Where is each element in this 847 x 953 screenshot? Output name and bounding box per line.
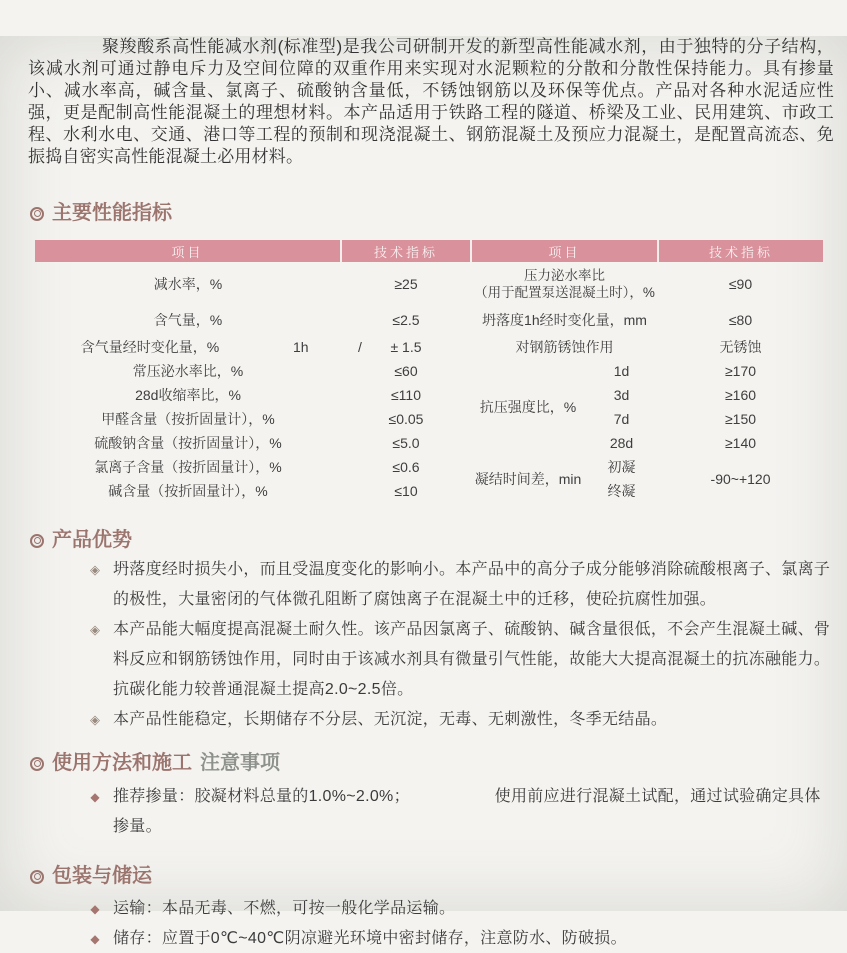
item-cell: 甲醛含量（按折固量计），% — [101, 411, 275, 427]
header-item-right: 项目 — [471, 240, 658, 262]
item-cell: 减水率，% — [153, 276, 223, 292]
item-line: 压力泌水率比 — [524, 268, 605, 283]
value-cell: ≤0.6 — [392, 459, 420, 475]
list-item — [0, 705, 847, 735]
section-title: 包装与储运 — [52, 865, 152, 887]
list-item-text: 坍落度经时损失小，而且受温度变化的影响小。本产品中的高分子成分能够消除硫酸根离子、氯离子的极性，大量密闭的气体微孔阻断了腐蚀离子在混凝土中的迁移，使砼抗腐性加强。 — [113, 561, 831, 608]
item-cell: 坍落度1h经时变化量，mm — [482, 312, 647, 328]
value-cell: ≤5.0 — [392, 435, 420, 451]
item-cell: 抗压强度比，% — [479, 399, 577, 415]
item-cell: 对钢筋锈蚀作用 — [515, 338, 614, 355]
section-heading-advantages — [30, 528, 847, 553]
value-cell: ≤110 — [390, 387, 421, 403]
double-circle-icon — [30, 757, 44, 771]
value-cell: ≥170 — [724, 363, 757, 379]
scanned-datasheet-page — [0, 36, 847, 947]
double-circle-icon — [30, 207, 44, 221]
section-title: 使用方法和施工 — [52, 752, 192, 774]
usage-list — [0, 782, 847, 842]
table-row — [35, 455, 823, 479]
item-cell — [471, 262, 658, 306]
table-row — [35, 359, 823, 383]
section-title: 产品优势 — [52, 529, 132, 551]
list-item-text: 本产品性能稳定，长期储存不分层、无沉淀，无毒、无刺激性，冬季无结晶。 — [113, 711, 668, 728]
dosage-text — [113, 782, 831, 842]
table-row — [35, 262, 823, 306]
value-cell: ≤60 — [394, 363, 418, 379]
double-circle-icon — [30, 534, 44, 548]
section-title: 主要性能指标 — [52, 202, 172, 224]
dosage-recommendation: 推荐掺量：胶凝材料总量的1.0%~2.0%； — [113, 788, 410, 805]
table-header-row — [35, 240, 823, 262]
header-indicator-right: 技术指标 — [658, 240, 823, 262]
performance-table — [35, 240, 823, 503]
section-heading-packaging — [30, 864, 847, 889]
item-cell: 硫酸钠含量（按折固量计），% — [94, 435, 282, 451]
table-row — [35, 306, 823, 334]
item-cell: 凝结时间差，min — [474, 471, 582, 487]
item-label: 含气量经时变化量，% — [80, 338, 220, 355]
item-cell: 含气量，% — [153, 312, 223, 328]
age-cell: 28d — [609, 435, 634, 451]
list-item — [0, 782, 847, 842]
table-row — [35, 407, 823, 431]
age-cell: 1d — [613, 363, 630, 379]
trial-mix-note: 使用前应进行混凝土试配，通过试验确定具体掺量。 — [113, 788, 821, 835]
diamond-bullet-icon: ◈ — [90, 712, 100, 727]
diamond-bullet-icon: ◈ — [90, 622, 100, 637]
item-cell: 28d收缩率比，% — [135, 387, 241, 403]
value-cell — [341, 334, 471, 359]
age-cell: 3d — [613, 387, 630, 403]
diamond-bullet-icon: ◆ — [90, 790, 100, 804]
section-title-faded: 注意事项 — [200, 752, 280, 774]
value-cell: ≤10 — [394, 483, 418, 499]
transport-text: 运输：本品无毒、不燃，可按一般化学品运输。 — [113, 900, 456, 917]
item-cell: 氯离子含量（按折固量计），% — [94, 459, 282, 475]
value-cell: ≤0.05 — [388, 411, 424, 427]
value-cell: ≤2.5 — [392, 312, 420, 328]
section-heading-usage — [30, 751, 847, 776]
value-cell: ≤90 — [728, 276, 753, 292]
value-cell: ≥160 — [724, 387, 757, 403]
list-item — [0, 925, 847, 953]
slash-divider: / — [358, 338, 362, 355]
storage-text: 储存：应置于0℃~40℃阴凉避光环境中密封储存，注意防水、防破损。 — [113, 930, 627, 947]
value-cell: 无锈蚀 — [719, 338, 762, 355]
value-cell: ≥25 — [394, 276, 418, 292]
double-circle-icon — [30, 870, 44, 884]
time-label: 1h — [293, 338, 309, 355]
intro-paragraph: 聚羧酸系高性能减水剂(标准型)是我公司研制开发的新型高性能减水剂，由于独特的分子结构，该减水剂可通过静电斥力及空间位障的双重作用来实现对水泥颗粒的分散和分散性保持能力。具有掺量小、减水率高，碱含量、氯离子、硫酸钠含量低，不锈蚀钢筋以及环保等优点。产品对各种水泥适应性强，更是配制高性能混凝土的理想材料。本产品适用于铁路工程的隧道、桥梁及工业、民用建筑、市政工程、水利水电、交通、港口等工程的预制和现浇混凝土、钢筋混凝土及预应力混凝土，是配置高流态、免振捣自密实高性能混凝土必用材料。 — [28, 37, 834, 166]
list-item — [0, 615, 847, 705]
list-item — [0, 895, 847, 923]
table-row — [35, 334, 823, 359]
section-heading-performance — [30, 201, 847, 226]
header-item-left: 项目 — [35, 240, 341, 262]
advantages-list — [0, 555, 847, 735]
age-cell: 7d — [613, 411, 630, 427]
diamond-bullet-icon: ◆ — [90, 902, 100, 916]
value-cell: -90~+120 — [710, 471, 771, 487]
value-text: ± 1.5 — [390, 338, 422, 355]
value-cell: ≤80 — [728, 312, 753, 328]
item-cell: 常压泌水率比，% — [132, 363, 244, 379]
packaging-list — [0, 895, 847, 953]
list-item-text: 本产品能大幅度提高混凝土耐久性。该产品因氯离子、硫酸钠、碱含量很低，不会产生混凝土碱、骨料反应和钢筋锈蚀作用，同时由于该减水剂具有微量引气性能，故能大大提高混凝土的抗冻融能力。抗碳化能力较普通混凝土提高2.0~2.5倍。 — [113, 621, 831, 698]
value-cell: ≥150 — [724, 411, 757, 427]
header-indicator-left: 技术指标 — [341, 240, 471, 262]
diamond-bullet-icon: ◆ — [90, 932, 100, 946]
item-cell — [35, 334, 341, 359]
list-item — [0, 555, 847, 615]
item-cell: 碱含量（按折固量计），% — [108, 483, 268, 499]
item-line: （用于配置泵送混凝土时），% — [474, 285, 655, 300]
sub-cell: 初凝 — [607, 459, 636, 475]
diamond-bullet-icon: ◈ — [90, 562, 100, 577]
value-cell: ≥140 — [724, 435, 757, 451]
table-row — [35, 383, 823, 407]
table-row — [35, 431, 823, 455]
sub-cell: 终凝 — [607, 483, 636, 499]
